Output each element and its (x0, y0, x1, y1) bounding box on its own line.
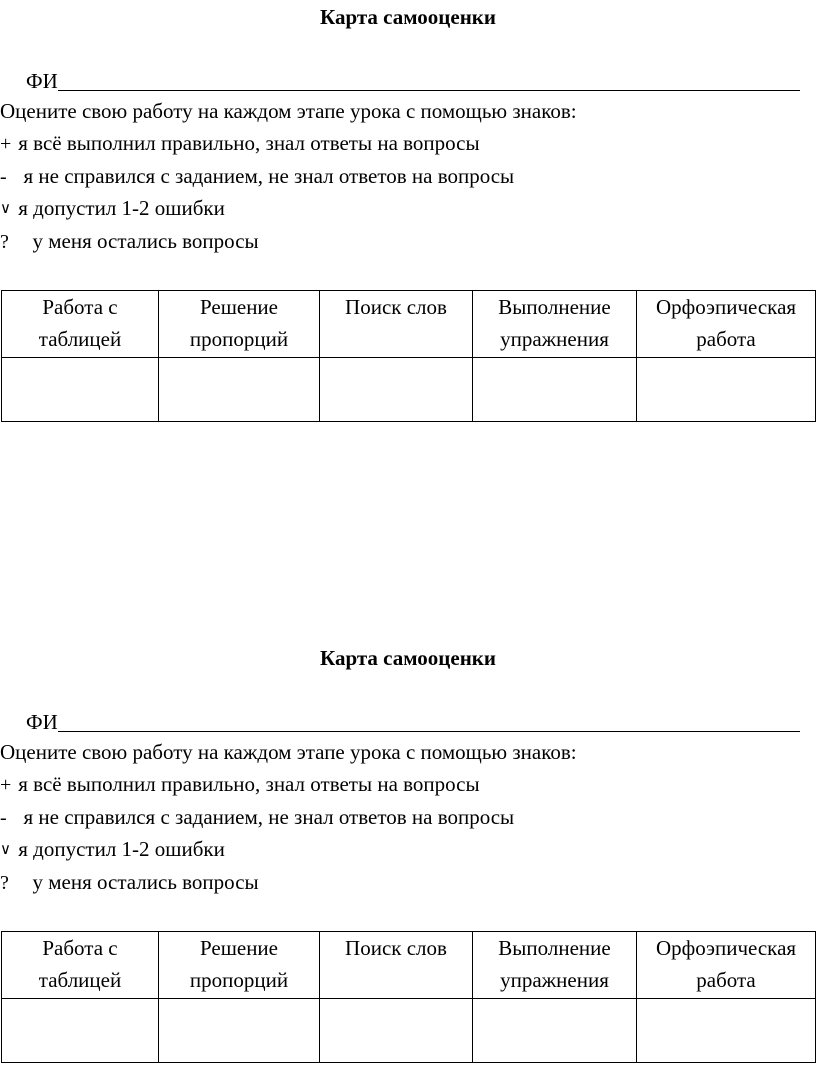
legend-item-correct (0, 772, 480, 797)
header-cell-word-search (320, 932, 473, 999)
question-icon: ? (0, 872, 9, 894)
header-line: пропорций (189, 327, 289, 351)
legend-item-mistakes (0, 196, 225, 221)
assessment-table (1, 931, 816, 1063)
header-line: упражнения (500, 968, 609, 992)
minus-icon: - (0, 807, 7, 829)
name-underline[interactable] (58, 90, 800, 91)
header-line: работа (696, 327, 756, 351)
legend-text: у меня остались вопросы (22, 870, 259, 894)
legend-item-mistakes (0, 837, 225, 862)
name-underline[interactable] (58, 731, 800, 732)
name-field-label: ФИ (26, 710, 58, 734)
card-title: Карта самооценки (320, 646, 496, 670)
instruction-text: Оцените свою работу на каждом этапе урока с помощью знаков: (0, 740, 577, 764)
legend-text: я допустил 1-2 ошибки (13, 196, 225, 220)
header-line: работа (696, 968, 756, 992)
header-cell-word-search (320, 291, 473, 358)
table-header-row (2, 932, 816, 999)
header-line: пропорций (189, 968, 289, 992)
header-line: Работа с (42, 936, 118, 960)
plus-icon: + (0, 774, 12, 796)
legend-item-correct (0, 131, 480, 156)
answer-cell[interactable] (320, 358, 473, 422)
assessment-table (1, 290, 816, 422)
header-line: Орфоэпическая (655, 295, 797, 319)
answer-cell[interactable] (159, 358, 320, 422)
header-line: Работа с (42, 295, 118, 319)
header-line: таблицей (38, 968, 122, 992)
name-field-label: ФИ (26, 69, 58, 93)
header-line: Поиск слов (345, 936, 447, 960)
check-icon: ∨ (0, 842, 11, 858)
header-line: таблицей (38, 327, 122, 351)
header-line: упражнения (500, 327, 609, 351)
legend-text: я не справился с заданием, не знал ответов на вопросы (13, 805, 515, 829)
legend-text: я не справился с заданием, не знал ответов на вопросы (13, 164, 515, 188)
header-line: Выполнение (498, 936, 611, 960)
header-cell-exercises (473, 932, 637, 999)
minus-icon: - (0, 166, 7, 188)
legend-text: я допустил 1-2 ошибки (13, 837, 225, 861)
self-assessment-card-1 (0, 0, 816, 440)
legend-text: у меня остались вопросы (22, 229, 259, 253)
header-cell-table-work (2, 291, 159, 358)
header-cell-orthoepic (637, 291, 816, 358)
legend-item-questions (0, 870, 259, 895)
card-title: Карта самооценки (320, 5, 496, 29)
answer-cell[interactable] (473, 999, 637, 1063)
legend-item-failed (0, 164, 514, 189)
self-assessment-card-2 (0, 641, 816, 1081)
name-field[interactable] (26, 66, 800, 93)
answer-cell[interactable] (320, 999, 473, 1063)
table-header-row (2, 291, 816, 358)
header-cell-exercises (473, 291, 637, 358)
instruction-text: Оцените свою работу на каждом этапе урока с помощью знаков: (0, 99, 577, 123)
answer-cell[interactable] (637, 999, 816, 1063)
legend-text: я всё выполнил правильно, знал ответы на вопросы (13, 772, 480, 796)
header-cell-proportions (159, 932, 320, 999)
header-cell-table-work (2, 932, 159, 999)
legend-item-questions (0, 229, 259, 254)
header-line: Решение (199, 936, 278, 960)
header-cell-orthoepic (637, 932, 816, 999)
legend-item-failed (0, 805, 514, 830)
check-icon: ∨ (0, 201, 11, 217)
legend-text: я всё выполнил правильно, знал ответы на вопросы (13, 131, 480, 155)
header-cell-proportions (159, 291, 320, 358)
header-line: Орфоэпическая (655, 936, 797, 960)
table-row (2, 999, 816, 1063)
header-line: Решение (199, 295, 278, 319)
name-field[interactable] (26, 707, 800, 734)
answer-cell[interactable] (2, 999, 159, 1063)
question-icon: ? (0, 231, 9, 253)
table-row (2, 358, 816, 422)
header-line: Поиск слов (345, 295, 447, 319)
header-line: Выполнение (498, 295, 611, 319)
answer-cell[interactable] (2, 358, 159, 422)
plus-icon: + (0, 133, 12, 155)
answer-cell[interactable] (473, 358, 637, 422)
answer-cell[interactable] (159, 999, 320, 1063)
answer-cell[interactable] (637, 358, 816, 422)
